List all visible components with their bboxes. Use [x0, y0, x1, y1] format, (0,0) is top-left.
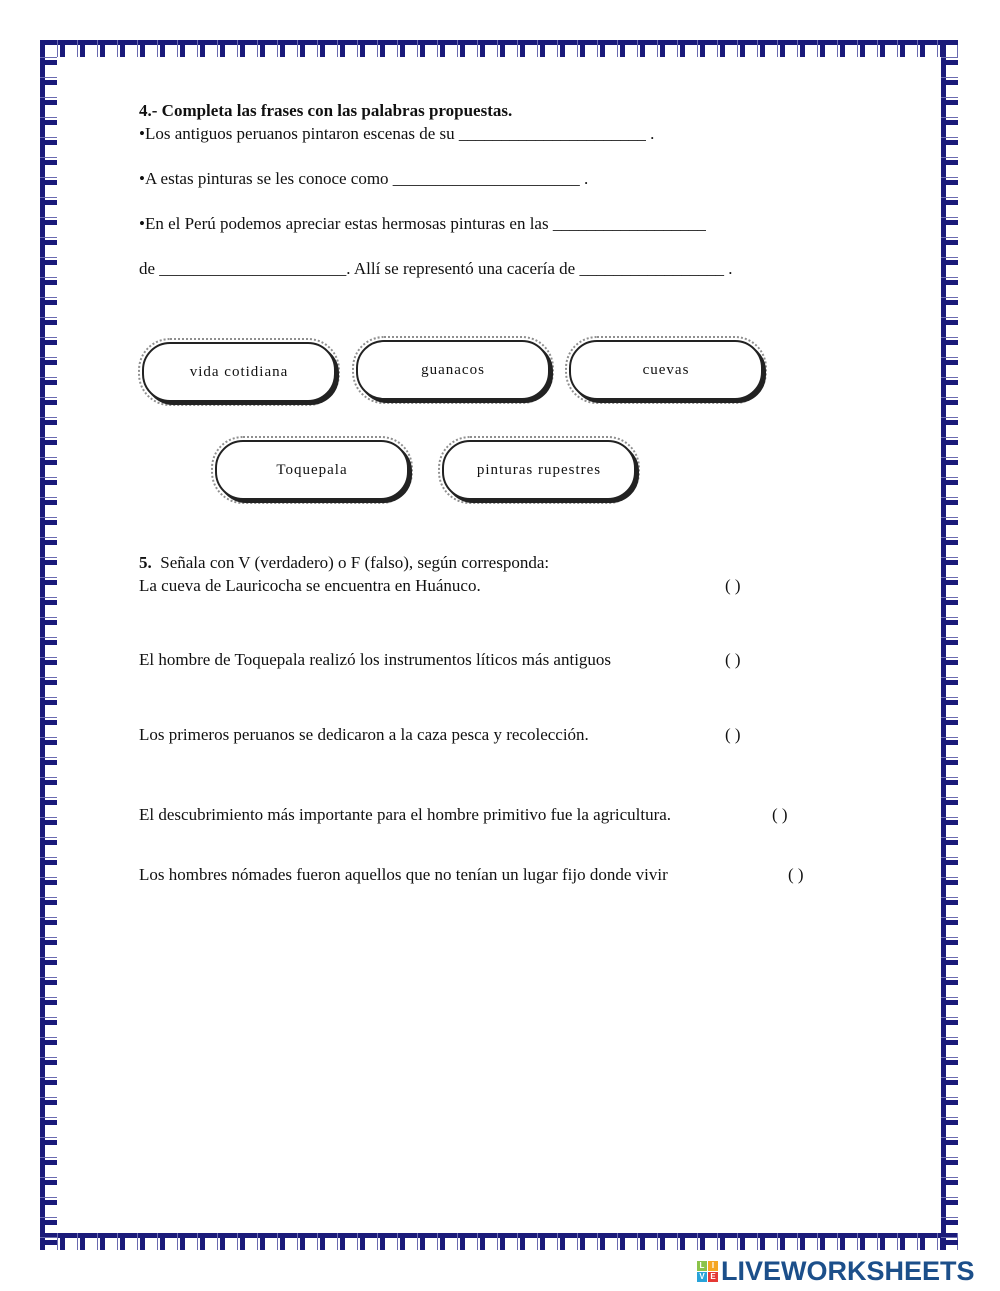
border-left — [40, 40, 57, 1250]
sentence-4: de ______________________. Allí se representó una cacería de _________________ . — [139, 259, 733, 278]
statement-2: El hombre de Toquepala realizó los instrumentos líticos más antiguos — [139, 650, 612, 669]
word-cloud[interactable]: Toquepala — [215, 440, 409, 500]
border-bottom — [40, 1233, 958, 1250]
answer-box-2[interactable]: ( ) — [725, 650, 741, 669]
answer-box-1[interactable]: ( ) — [725, 576, 741, 595]
statement-4: El descubrimiento más importante para el hombre primitivo fue la agricultura. — [139, 805, 672, 824]
logo-letter: I — [708, 1261, 718, 1271]
logo-letter: V — [697, 1272, 707, 1282]
word-cloud[interactable]: guanacos — [356, 340, 550, 400]
border-top — [40, 40, 958, 57]
logo-letter: L — [697, 1261, 707, 1271]
statement-3: Los primeros peruanos se dedicaron a la caza pesca y recolección. — [139, 725, 589, 744]
sentence-2: •A estas pinturas se les conoce como ______________________ . — [139, 169, 589, 188]
sentence-3: •En el Perú podemos apreciar estas hermosas pinturas en las __________________ — [139, 214, 706, 233]
statement-1: La cueva de Lauricocha se encuentra en Huánuco. — [139, 576, 481, 595]
logo-text: LIVEWORKSHEETS — [721, 1256, 975, 1286]
answer-box-4[interactable]: ( ) — [772, 805, 788, 824]
answer-box-5[interactable]: ( ) — [788, 865, 804, 884]
word-cloud[interactable]: cuevas — [569, 340, 763, 400]
section4-title: 4.- Completa las frases con las palabras propuestas. — [139, 101, 513, 120]
sentence-1: •Los antiguos peruanos pintaron escenas de su ______________________ . — [139, 124, 655, 143]
word-cloud[interactable]: vida cotidiana — [142, 342, 336, 402]
liveworksheets-logo — [697, 1256, 975, 1287]
section5-title-text: Señala con V (verdadero) o F (falso), según corresponda: — [160, 553, 550, 572]
word-cloud[interactable]: pinturas rupestres — [442, 440, 636, 500]
logo-letter: E — [708, 1272, 718, 1282]
statement-5: Los hombres nómades fueron aquellos que no tenían un lugar fijo donde vivir — [139, 865, 668, 884]
section5-number: 5. — [139, 553, 152, 572]
answer-box-3[interactable]: ( ) — [725, 725, 741, 744]
section5-title — [139, 553, 549, 573]
border-right — [941, 40, 958, 1250]
live-icon — [697, 1261, 718, 1282]
